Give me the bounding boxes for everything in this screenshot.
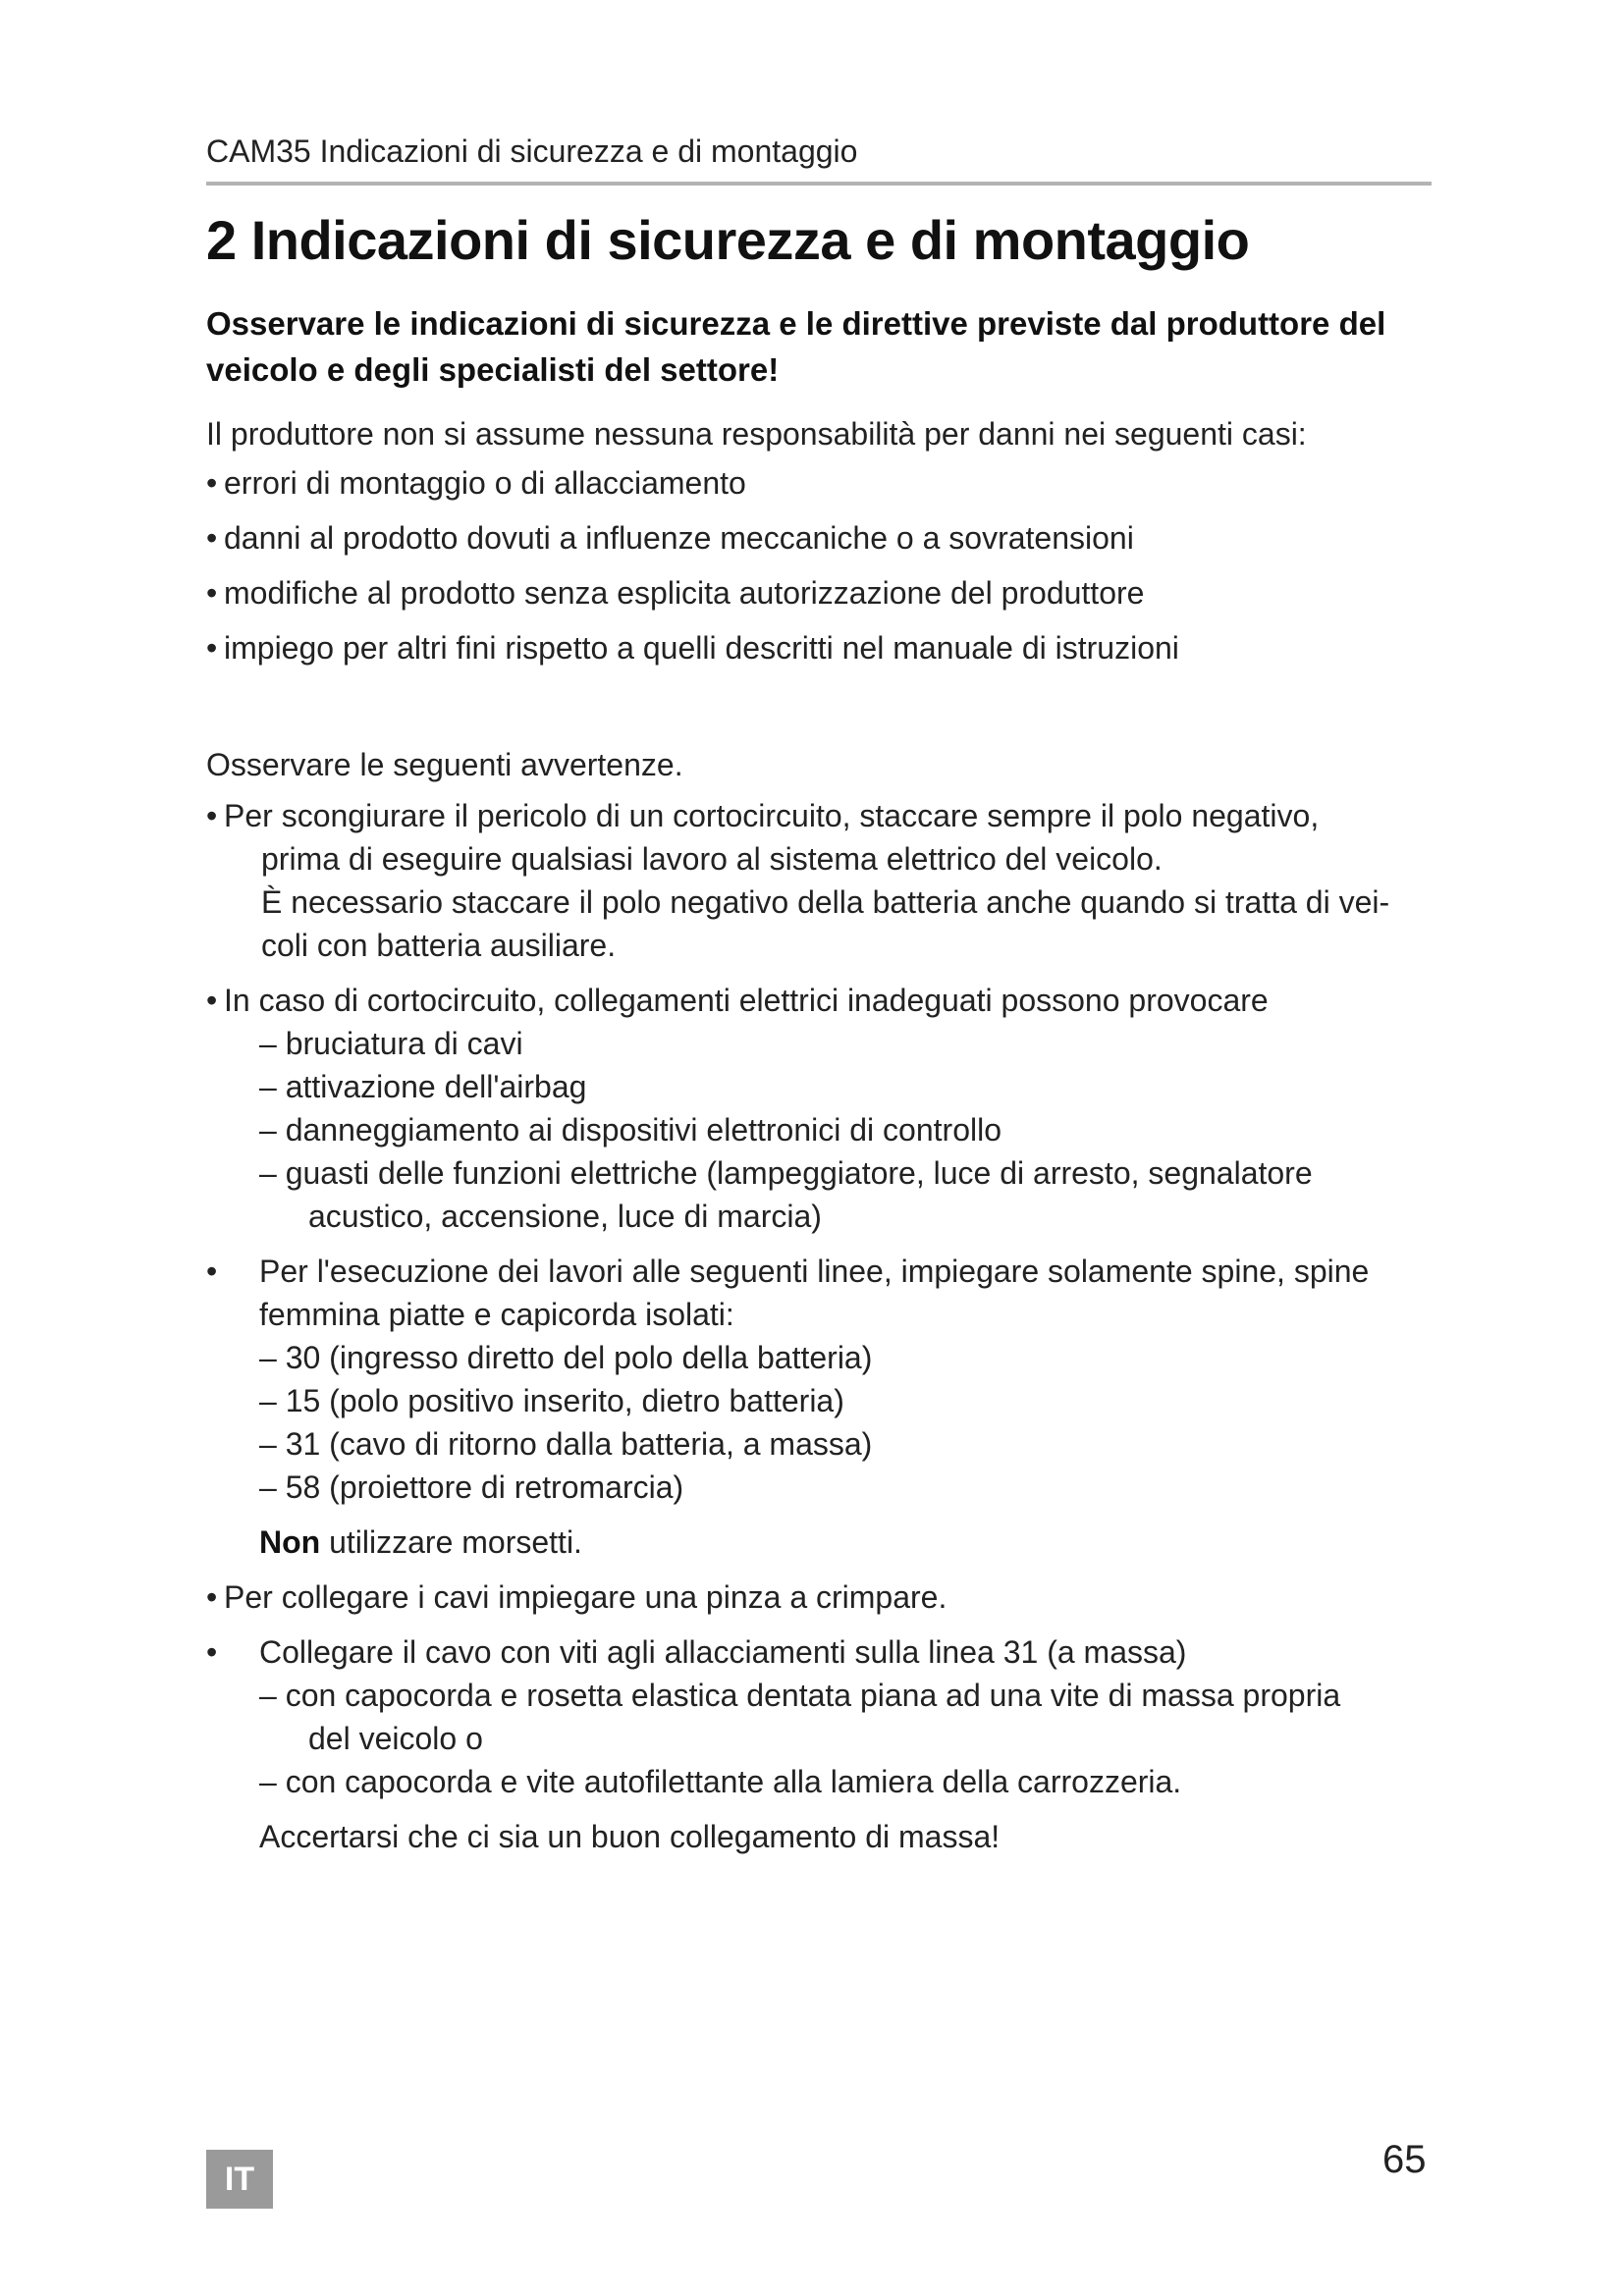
list-item: • danni al prodotto dovuti a influenze meccaniche o a sovratensioni [206,516,1443,560]
sub-item-continuation: del veicolo o [308,1721,483,1756]
warnings-intro: Osservare le seguenti avvertenze. [206,747,683,782]
warning-note: Non utilizzare morsetti. [259,1524,582,1560]
sub-item: – con capocorda e vite autofilettante alla lamiera della carrozzeria. [259,1764,1182,1799]
bullet-icon: • [206,1254,218,1289]
warning-item: • In caso di cortocircuito, collegamenti elettrici inadeguati possono provocare – bruciatura di cavi – attivazione dell'airbag – danneggiamento ai dispositivi elettronici di controllo – guasti delle funzioni elettriche (lampeggiatore, luce di arresto, segnalatore acustico, accensione, luce di marcia) [206,979,1443,1238]
list-item: • impiego per altri fini rispetto a quelli descritti nel manuale di istruzioni [206,626,1443,669]
sub-item: – danneggiamento ai dispositivi elettronici di controllo [259,1112,1001,1148]
page-number: 65 [1382,2138,1427,2181]
bullet-icon: • [206,1634,218,1670]
warning-item: • Collegare il cavo con viti agli allacciamenti sulla linea 31 (a massa) – con capocorda e rosetta elastica dentata piana ad una vite di massa propria del veicolo o – con capocorda e vite autofilettante alla lamiera della carrozzeria. Accertarsi che ci sia un buon collegamento di massa! [206,1630,1443,1858]
list-item: • errori di montaggio o di allacciamento [206,461,1443,505]
sub-item: – con capocorda e rosetta elastica dentata piana ad una vite di massa propria [259,1678,1341,1713]
safety-intro-bold: Osservare le indicazioni di sicurezza e le direttive previste dal produttore del veicolo e degli specialisti del settore! [206,305,1386,388]
sub-item: – guasti delle funzioni elettriche (lampeggiatore, luce di arresto, segnalatore [259,1155,1313,1191]
chapter-title: 2 Indicazioni di sicurezza e di montaggio [206,209,1250,271]
warning-item: • Per collegare i cavi impiegare una pinza a crimpare. [206,1575,1443,1619]
sub-list [206,1336,1443,1509]
note-emphasis: Non [259,1524,321,1560]
bullet-icon: • [206,630,218,666]
sub-list [206,1674,1443,1803]
bullet-icon: • [206,983,218,1018]
warnings-list [206,794,1443,1870]
running-header: CAM35 Indicazioni di sicurezza e di montaggio [206,133,858,169]
bullet-icon: • [206,1579,218,1615]
language-badge: IT [206,2150,273,2209]
warning-item: • Per scongiurare il pericolo di un cortocircuito, staccare sempre il polo negativo, prima di eseguire qualsiasi lavoro al sistema elettrico del veicolo. È necessario staccare il polo negativo della batteria anche quando si tratta di vei- coli con batteria ausiliare. [206,794,1443,967]
warning-item: • Per l'esecuzione dei lavori alle seguenti linee, impiegare solamente spine, spine femmina piatte e capicorda isolati: – 30 (ingresso diretto del polo della batteria) – 15 (polo positivo inserito, dietro batteria) – 31 (cavo di ritorno dalla batteria, a massa) – 58 (proiettore di retromarcia) Non utilizzare morsetti. [206,1250,1443,1564]
warning-note: Accertarsi che ci sia un buon collegamento di massa! [259,1819,1001,1854]
sub-item: – 30 (ingresso diretto del polo della batteria) [259,1340,873,1375]
liability-intro: Il produttore non si assume nessuna responsabilità per danni nei seguenti casi: [206,416,1307,452]
bullet-icon: • [206,575,218,611]
bullet-icon: • [206,798,218,833]
bullet-icon: • [206,465,218,501]
sub-item: – 31 (cavo di ritorno dalla batteria, a massa) [259,1426,873,1462]
liability-list [206,461,1443,681]
sub-item: – bruciatura di cavi [259,1026,523,1061]
sub-item: – 15 (polo positivo inserito, dietro batteria) [259,1383,844,1418]
sub-item: – 58 (proiettore di retromarcia) [259,1469,684,1505]
sub-item: – attivazione dell'airbag [259,1069,587,1104]
bullet-icon: • [206,520,218,556]
sub-list [206,1022,1443,1238]
header-divider [206,182,1432,186]
list-item: • modifiche al prodotto senza esplicita autorizzazione del produttore [206,571,1443,614]
sub-item-continuation: acustico, accensione, luce di marcia) [308,1199,822,1234]
